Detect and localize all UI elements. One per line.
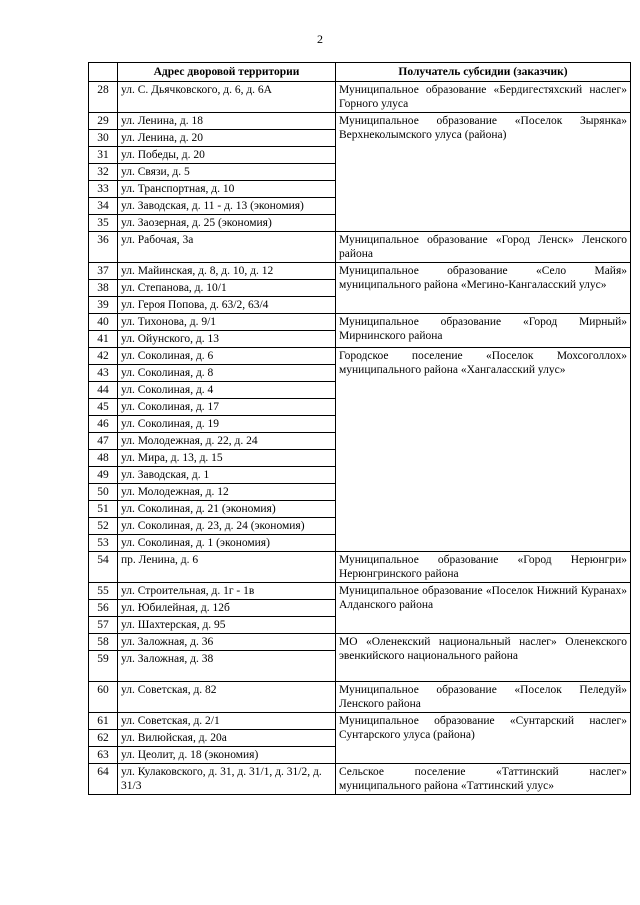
row-number: 29 (89, 113, 118, 130)
row-number: 62 (89, 730, 118, 747)
row-number: 58 (89, 634, 118, 651)
row-number: 60 (89, 682, 118, 713)
address-cell: ул. Транспортная, д. 10 (118, 181, 336, 198)
address-cell: ул. Заводская, д. 1 (118, 467, 336, 484)
recipient-cell: Муниципальное образование «Поселок Нижний Куранах» Алданского района (336, 583, 631, 634)
page-number: 2 (317, 32, 323, 46)
table-body (89, 82, 631, 795)
addresses-table (88, 62, 631, 795)
row-number: 35 (89, 215, 118, 232)
address-cell: ул. Степанова, д. 10/1 (118, 280, 336, 297)
address-cell: ул. Заложная, д. 36 (118, 634, 336, 651)
row-number: 52 (89, 518, 118, 535)
address-cell: ул. Героя Попова, д. 63/2, 63/4 (118, 297, 336, 314)
address-cell: ул. Тихонова, д. 9/1 (118, 314, 336, 331)
address-cell: ул. Соколиная, д. 23, д. 24 (экономия) (118, 518, 336, 535)
table-row (89, 82, 631, 113)
table-row (89, 634, 631, 651)
row-number: 43 (89, 365, 118, 382)
address-cell: ул. Майинская, д. 8, д. 10, д. 12 (118, 263, 336, 280)
recipient-cell: Муниципальное образование «Село Майя» муниципального района «Мегино-Кангаласский улус» (336, 263, 631, 314)
address-cell: ул. Молодежная, д. 22, д. 24 (118, 433, 336, 450)
row-number: 36 (89, 232, 118, 263)
recipient-cell: Муниципальное образование «Город Ленск» Ленского района (336, 232, 631, 263)
address-cell: ул. С. Дьячковского, д. 6, д. 6А (118, 82, 336, 113)
address-cell: ул. Строительная, д. 1г - 1в (118, 583, 336, 600)
address-cell: ул. Ленина, д. 20 (118, 130, 336, 147)
row-number: 41 (89, 331, 118, 348)
address-cell: ул. Советская, д. 2/1 (118, 713, 336, 730)
address-cell: ул. Цеолит, д. 18 (экономия) (118, 747, 336, 764)
address-cell: ул. Шахтерская, д. 95 (118, 617, 336, 634)
table-row (89, 232, 631, 263)
table-row (89, 552, 631, 583)
address-cell: ул. Соколиная, д. 6 (118, 348, 336, 365)
row-number: 63 (89, 747, 118, 764)
address-cell: ул. Соколиная, д. 1 (экономия) (118, 535, 336, 552)
recipient-cell: Муниципальное образование «Поселок Зырянка» Верхнеколымского улуса (района) (336, 113, 631, 232)
address-cell: ул. Заложная, д. 38 (118, 651, 336, 682)
address-cell: ул. Соколиная, д. 21 (экономия) (118, 501, 336, 518)
row-number: 37 (89, 263, 118, 280)
row-number: 33 (89, 181, 118, 198)
row-number: 50 (89, 484, 118, 501)
recipient-cell: Сельское поселение «Таттинский наслег» муниципального района «Таттинский улус» (336, 764, 631, 795)
recipient-cell: Муниципальное образование «Город Нерюнгри» Нерюнгринского района (336, 552, 631, 583)
row-number: 59 (89, 651, 118, 682)
address-cell: ул. Заозерная, д. 25 (экономия) (118, 215, 336, 232)
row-number: 40 (89, 314, 118, 331)
row-number: 48 (89, 450, 118, 467)
table-row (89, 348, 631, 365)
address-cell: ул. Советская, д. 82 (118, 682, 336, 713)
address-cell: ул. Молодежная, д. 12 (118, 484, 336, 501)
address-cell: ул. Вилюйская, д. 20а (118, 730, 336, 747)
address-cell: ул. Соколиная, д. 17 (118, 399, 336, 416)
row-number: 45 (89, 399, 118, 416)
address-cell: ул. Ойунского, д. 13 (118, 331, 336, 348)
recipient-cell: Муниципальное образование «Сунтарский наслег» Сунтарского улуса (района) (336, 713, 631, 764)
row-number: 28 (89, 82, 118, 113)
row-number: 51 (89, 501, 118, 518)
row-number: 47 (89, 433, 118, 450)
address-cell: ул. Мира, д. 13, д. 15 (118, 450, 336, 467)
row-number: 49 (89, 467, 118, 484)
address-cell: ул. Заводская, д. 11 - д. 13 (экономия) (118, 198, 336, 215)
header-number (89, 63, 118, 82)
row-number: 55 (89, 583, 118, 600)
row-number: 57 (89, 617, 118, 634)
address-cell: ул. Победы, д. 20 (118, 147, 336, 164)
table-row (89, 583, 631, 600)
recipient-cell: Муниципальное образование «Бердигестяхский наслег» Горного улуса (336, 82, 631, 113)
row-number: 32 (89, 164, 118, 181)
address-cell: ул. Кулаковского, д. 31, д. 31/1, д. 31/2, д. 31/3 (118, 764, 336, 795)
row-number: 42 (89, 348, 118, 365)
recipient-cell: Муниципальное образование «Поселок Пеледуй» Ленского района (336, 682, 631, 713)
row-number: 53 (89, 535, 118, 552)
recipient-cell: Муниципальное образование «Город Мирный» Мирнинского района (336, 314, 631, 348)
row-number: 44 (89, 382, 118, 399)
table-header-row (89, 63, 631, 82)
recipient-cell: Городское поселение «Поселок Мохсоголлох» муниципального района «Хангаласский улус» (336, 348, 631, 552)
row-number: 31 (89, 147, 118, 164)
table-row (89, 764, 631, 795)
recipient-cell: МО «Оленекский национальный наслег» Оленекского эвенкийского национального района (336, 634, 631, 682)
row-number: 39 (89, 297, 118, 314)
table-row (89, 113, 631, 130)
row-number: 56 (89, 600, 118, 617)
row-number: 54 (89, 552, 118, 583)
header-address: Адрес дворовой территории (118, 63, 336, 82)
address-cell: пр. Ленина, д. 6 (118, 552, 336, 583)
address-cell: ул. Соколиная, д. 8 (118, 365, 336, 382)
address-cell: ул. Рабочая, 3а (118, 232, 336, 263)
row-number: 34 (89, 198, 118, 215)
address-cell: ул. Юбилейная, д. 12б (118, 600, 336, 617)
header-recipient: Получатель субсидии (заказчик) (336, 63, 631, 82)
address-cell: ул. Соколиная, д. 4 (118, 382, 336, 399)
table-row (89, 682, 631, 713)
table-row (89, 314, 631, 331)
row-number: 61 (89, 713, 118, 730)
table-row (89, 263, 631, 280)
address-cell: ул. Соколиная, д. 19 (118, 416, 336, 433)
address-cell: ул. Связи, д. 5 (118, 164, 336, 181)
row-number: 38 (89, 280, 118, 297)
row-number: 64 (89, 764, 118, 795)
address-cell: ул. Ленина, д. 18 (118, 113, 336, 130)
row-number: 46 (89, 416, 118, 433)
row-number: 30 (89, 130, 118, 147)
table-row (89, 713, 631, 730)
